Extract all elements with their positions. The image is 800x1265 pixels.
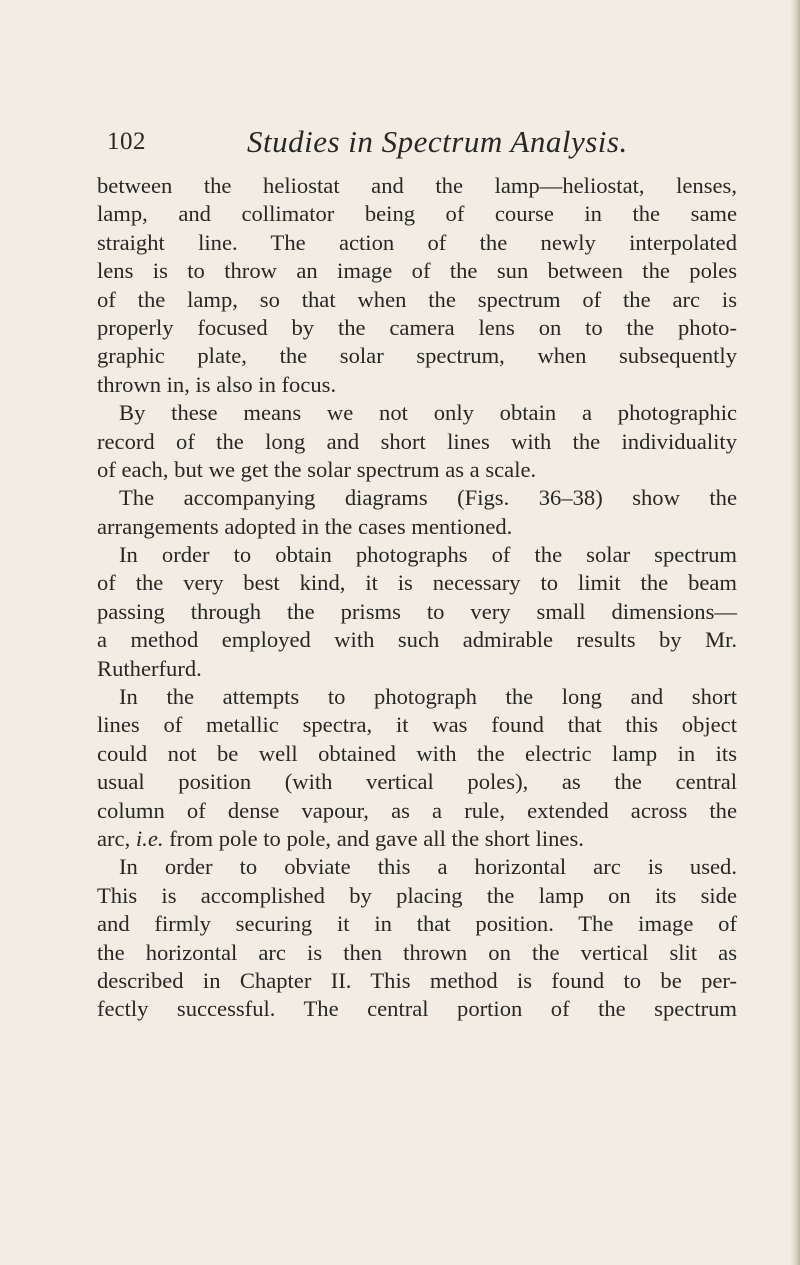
text-line: and firmly securing it in that position. The image of: [97, 911, 737, 937]
text-line-with-italic: [97, 825, 737, 853]
text-line: of each, but we get the solar spectrum as a scale.: [97, 456, 537, 482]
text-line: In order to obtain photographs of the solar spectrum: [119, 542, 737, 568]
text-line: column of dense vapour, as a rule, extended across the: [97, 797, 737, 823]
body-text: [97, 172, 737, 1024]
text-line: between the heliostat and the lamp—heliostat, lenses,: [97, 173, 737, 198]
text-line: of the very best kind, it is necessary to limit the beam: [97, 570, 737, 596]
text-line: The accompanying diagrams (Figs. 36–38) show the: [119, 485, 737, 511]
text-line: lamp, and collimator being of course in the same: [97, 201, 737, 227]
text-line: graphic plate, the solar spectrum, when subsequently: [97, 343, 737, 369]
text-line: In order to obviate this a horizontal arc is used.: [119, 854, 737, 880]
text-line: passing through the prisms to very small dimensions—: [97, 598, 737, 624]
text-line: In the attempts to photograph the long and short: [119, 684, 737, 710]
text-run: arc,: [97, 825, 136, 851]
text-line: described in Chapter II. This method is found to be per-: [97, 967, 737, 993]
page-number: 102: [107, 128, 146, 155]
running-title: Studies in Spectrum Analysis.: [247, 124, 628, 159]
text-line: thrown in, is also in focus.: [97, 371, 337, 397]
page-edge-shadow: [790, 0, 800, 1265]
text-line: Rutherfurd.: [97, 655, 202, 681]
text-line: lines of metallic spectra, it was found that this object: [97, 712, 737, 738]
text-line: of the lamp, so that when the spectrum of the arc is: [97, 286, 737, 312]
text-line: This is accomplished by placing the lamp on its side: [97, 882, 737, 908]
text-line: could not be well obtained with the electric lamp in its: [97, 740, 737, 766]
text-line: record of the long and short lines with the individuality: [97, 428, 737, 454]
page-header: [107, 124, 737, 172]
text-line: the horizontal arc is then thrown on the vertical slit as: [97, 939, 737, 965]
text-line: usual position (with vertical poles), as the central: [97, 769, 737, 795]
text-line: lens is to throw an image of the sun between the poles: [97, 258, 737, 284]
text-line: By these means we not only obtain a photographic: [119, 400, 737, 426]
text-line: properly focused by the camera lens on to the photo-: [97, 314, 737, 340]
text-line: arrangements adopted in the cases mentioned.: [97, 513, 513, 539]
text-line: fectly successful. The central portion of the spectrum: [97, 996, 737, 1022]
text-line: a method employed with such admirable results by Mr.: [97, 627, 737, 653]
text-line: straight line. The action of the newly interpolated: [97, 229, 737, 255]
text-run: from pole to pole, and gave all the short lines.: [169, 825, 584, 851]
italic-abbreviation: i.e.: [135, 825, 164, 851]
